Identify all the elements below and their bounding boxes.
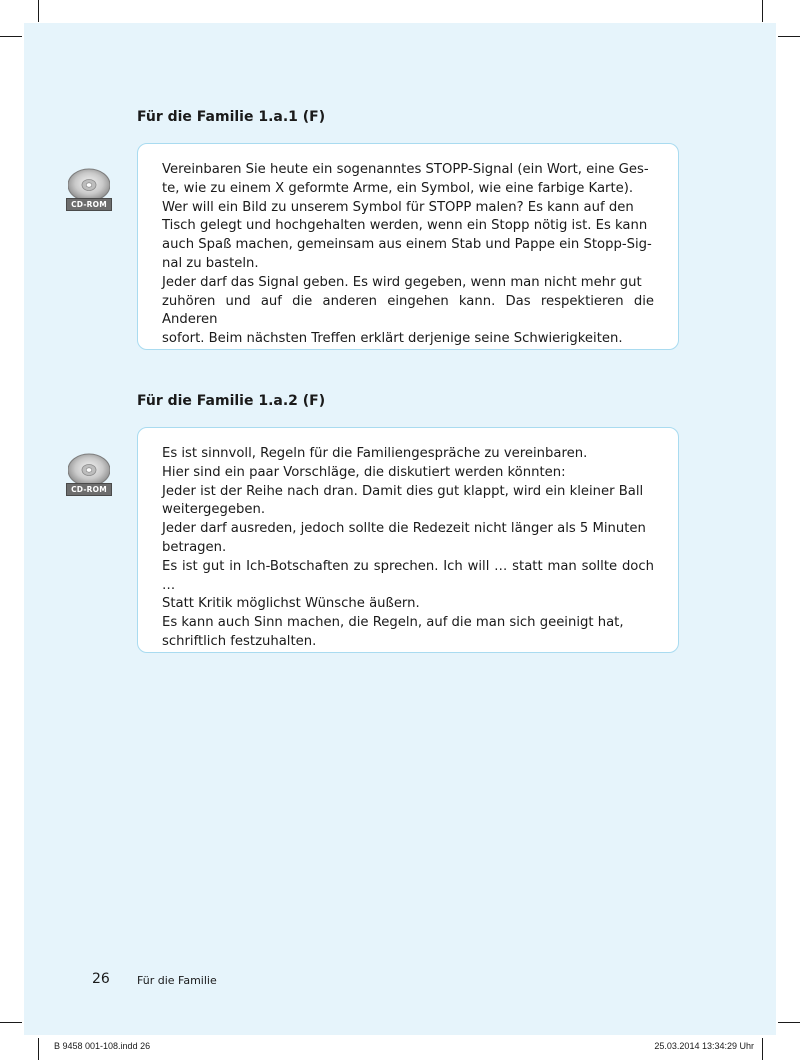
crop-mark: [778, 36, 800, 37]
body-text: Es ist sinnvoll, Regeln für die Familiengespräche zu vereinbaren. Hier sind ein paar Vorschläge, die diskutiert werden könnten: Jeder ist der Reihe nach dran. Damit dies gut klappt, wird ein kleiner Ball weitergegeben. Jeder darf ausreden, jedoch sollte die Redezeit nicht länger als 5 Minuten betragen. Es ist gut in Ich-Botschaften zu sprechen. Ich will … statt man sollte doch … Statt Kritik möglichst Wünsche äußern. Es kann auch Sinn machen, die Regeln, auf die man sich geeinigt hat, schriftlich festzuhalten.: [162, 446, 654, 649]
print-slug-timestamp: 25.03.2014 13:34:29 Uhr: [654, 1041, 754, 1051]
cd-rom-icon: [68, 167, 110, 201]
text-box: [137, 427, 679, 653]
cd-rom-label: CD-ROM: [66, 483, 112, 496]
crop-mark: [0, 1022, 22, 1023]
crop-mark: [38, 0, 39, 22]
crop-mark: [762, 1038, 763, 1060]
print-slug-file: B 9458 001-108.indd 26: [54, 1041, 151, 1051]
crop-mark: [778, 1022, 800, 1023]
crop-mark: [762, 0, 763, 22]
crop-mark: [0, 36, 22, 37]
crop-mark: [38, 1038, 39, 1060]
page-number: 26: [92, 971, 110, 987]
section-title: Für die Familie 1.a.1 (F): [137, 109, 326, 125]
section-title: Für die Familie 1.a.2 (F): [137, 393, 326, 409]
cd-rom-label: CD-ROM: [66, 198, 112, 211]
cd-rom-badge: [66, 452, 112, 494]
cd-rom-icon: [68, 452, 110, 486]
running-footer: Für die Familie: [137, 974, 217, 987]
body-text: Vereinbaren Sie heute ein sogenanntes STOPP-Signal (ein Wort, eine Ges- te, wie zu einem X geformte Arme, ein Symbol, wie eine farbige Karte). Wer will ein Bild zu unserem Symbol für STOPP malen? Es kann auf den Tisch gelegt und hochgehalten werden, wenn ein Stopp nötig ist. Es kann auch Spaß machen, gemeinsam aus einem Stab und Pappe ein Stopp-Sig- nal zu basteln. Jeder darf das Signal geben. Es wird gegeben, wenn man nicht mehr gut zuhören und auf die anderen eingehen kann. Das respektieren die Anderen sofort. Beim nächsten Treffen erklärt derjenige seine Schwierigkeiten.: [162, 162, 654, 347]
text-box: [137, 143, 679, 350]
cd-rom-badge: [66, 167, 112, 209]
